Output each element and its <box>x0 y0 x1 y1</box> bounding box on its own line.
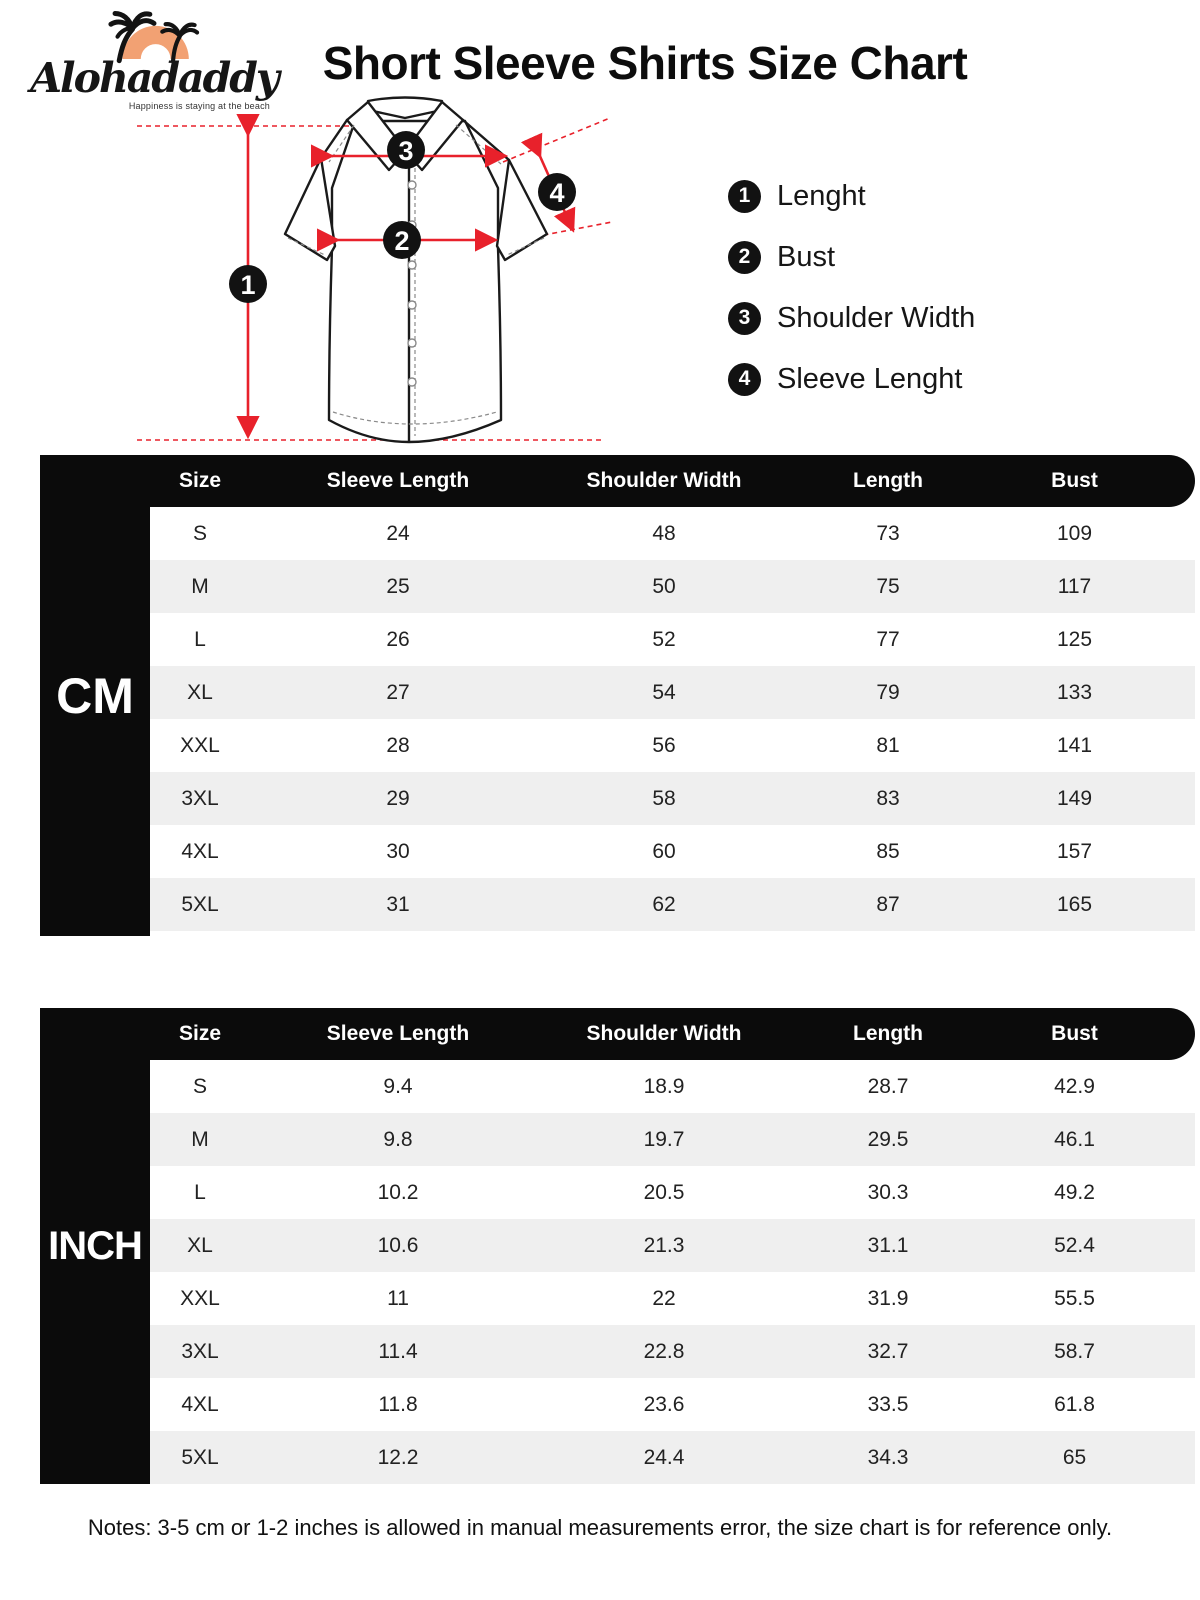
table-cell: L <box>194 1180 206 1204</box>
table-cell: 52.4 <box>1054 1233 1095 1257</box>
legend-number-badge: 4 <box>728 363 761 396</box>
table-cell: 20.5 <box>643 1180 685 1204</box>
table-row <box>150 1378 1195 1431</box>
table-cell: 24 <box>386 521 410 545</box>
legend-item-3 <box>728 300 975 336</box>
table-cell: S <box>192 521 207 545</box>
table-cell: 33.5 <box>867 1392 909 1416</box>
table-cell: 29.5 <box>867 1127 909 1151</box>
svg-text:3: 3 <box>398 136 414 166</box>
table-row <box>150 666 1195 719</box>
table-cell: 46.1 <box>1054 1127 1095 1151</box>
table-cell: 149 <box>1056 786 1093 810</box>
size-table-cm <box>40 455 1160 936</box>
legend-label: Bust <box>777 240 836 273</box>
table-row <box>150 878 1195 931</box>
table-row <box>150 719 1195 772</box>
table-cell: 58.7 <box>1054 1339 1095 1363</box>
table-row <box>150 1272 1195 1325</box>
table-cell: 22 <box>652 1286 676 1310</box>
legend-label: Sleeve Lenght <box>777 362 963 395</box>
table-cell: S <box>192 1074 207 1098</box>
table-cell: 3XL <box>181 1339 219 1363</box>
table-cell: 60 <box>652 839 676 863</box>
table-cell: 5XL <box>181 892 219 916</box>
table-cell: 141 <box>1056 733 1093 757</box>
table-cell: 48 <box>652 521 676 545</box>
table-cell: 34.3 <box>867 1445 909 1469</box>
table-cell: 56 <box>652 733 676 757</box>
table-cell: 79 <box>876 680 900 704</box>
table-cell: 9.8 <box>383 1127 413 1151</box>
table-cell: 73 <box>876 521 900 545</box>
table-row <box>150 560 1195 613</box>
table-cell: 85 <box>876 839 900 863</box>
table-cell: 25 <box>386 574 410 598</box>
diagram-marker-4 <box>538 173 576 211</box>
svg-text:1: 1 <box>240 270 256 300</box>
table-cell: 157 <box>1056 839 1093 863</box>
svg-text:2: 2 <box>394 226 410 256</box>
table-cell: 31 <box>386 892 410 916</box>
table-cell: 42.9 <box>1054 1074 1095 1098</box>
brand-name: Alohadaddy <box>30 54 278 102</box>
table-cell: 19.7 <box>643 1127 685 1151</box>
table-header-inch <box>150 1008 1195 1060</box>
measurement-legend <box>728 178 975 397</box>
column-header: Sleeve Length <box>326 1022 470 1045</box>
legend-item-4 <box>728 361 975 397</box>
table-cell: 125 <box>1056 627 1093 651</box>
table-cell: 11 <box>387 1286 409 1310</box>
table-cell: 52 <box>652 627 676 651</box>
table-cell: 10.2 <box>377 1180 419 1204</box>
table-cell: 26 <box>386 627 410 651</box>
table-cell: 9.4 <box>383 1074 413 1098</box>
column-header: Size <box>178 469 222 492</box>
table-body-inch <box>150 1060 1195 1484</box>
table-row <box>150 1166 1195 1219</box>
column-header: Bust <box>1051 469 1098 492</box>
legend-number-badge: 1 <box>728 180 761 213</box>
column-header: Shoulder Width <box>586 1022 742 1045</box>
brand-tagline: Happiness is staying at the beach <box>128 101 270 111</box>
table-cell: 11.8 <box>378 1392 418 1416</box>
notes-text: Notes: 3-5 cm or 1-2 inches is allowed in manual measurements error, the size chart is for reference only. <box>87 1515 1113 1540</box>
table-cell: 22.8 <box>643 1339 685 1363</box>
table-cell: 58 <box>652 786 676 810</box>
table-cell: 83 <box>876 786 900 810</box>
table-cell: M <box>191 1127 209 1151</box>
legend-label: Lenght <box>777 179 866 212</box>
table-cell: 50 <box>652 574 676 598</box>
table-row <box>150 1219 1195 1272</box>
table-cell: 77 <box>876 627 900 651</box>
page-title: Short Sleeve Shirts Size Chart <box>322 37 968 89</box>
table-cell: 31.1 <box>867 1233 909 1257</box>
size-table-inch <box>40 1008 1160 1484</box>
table-cell: 81 <box>876 733 900 757</box>
table-cell: 62 <box>652 892 676 916</box>
column-header: Size <box>178 1022 222 1045</box>
table-cell: 10.6 <box>377 1233 419 1257</box>
unit-label-cm: CM <box>40 455 150 936</box>
table-cell: 65 <box>1062 1445 1087 1469</box>
diagram-marker-2 <box>383 221 421 259</box>
column-header: Sleeve Length <box>326 469 470 492</box>
table-cell: 31.9 <box>867 1286 909 1310</box>
legend-number-badge: 2 <box>728 241 761 274</box>
table-row <box>150 1113 1195 1166</box>
table-row <box>150 613 1195 666</box>
table-cell: 21.3 <box>643 1233 685 1257</box>
table-cell: 5XL <box>181 1445 219 1469</box>
table-cell: L <box>194 627 206 651</box>
table-cell: 133 <box>1056 680 1093 704</box>
table-row <box>150 507 1195 560</box>
table-cell: 30.3 <box>867 1180 909 1204</box>
legend-label: Shoulder Width <box>777 301 976 334</box>
table-cell: XL <box>187 1233 213 1257</box>
table-cell: 30 <box>386 839 410 863</box>
table-cell: 87 <box>876 892 900 916</box>
table-row <box>150 1325 1195 1378</box>
table-cell: 49.2 <box>1054 1180 1095 1204</box>
legend-item-2 <box>728 239 975 275</box>
table-cell: XXL <box>180 733 220 757</box>
table-cell: 18.9 <box>643 1074 685 1098</box>
table-cell: 28 <box>386 733 410 757</box>
table-header-cm <box>150 455 1195 507</box>
table-cell: 23.6 <box>643 1392 685 1416</box>
table-cell: 28.7 <box>867 1074 909 1098</box>
table-cell: XXL <box>180 1286 220 1310</box>
table-cell: 117 <box>1057 574 1092 598</box>
table-row <box>150 1431 1195 1484</box>
legend-number-badge: 3 <box>728 302 761 335</box>
column-header: Length <box>853 1022 923 1045</box>
table-row <box>150 825 1195 878</box>
shirt-measurement-diagram <box>125 88 625 448</box>
legend-item-1 <box>728 178 975 214</box>
table-cell: 4XL <box>181 839 219 863</box>
table-cell: 54 <box>652 680 676 704</box>
table-cell: 109 <box>1056 521 1093 545</box>
table-cell: 27 <box>386 680 410 704</box>
diagram-marker-1 <box>229 265 267 303</box>
table-cell: 165 <box>1056 892 1093 916</box>
diagram-marker-3 <box>387 131 425 169</box>
table-cell: 4XL <box>181 1392 219 1416</box>
table-cell: 24.4 <box>643 1445 685 1469</box>
column-header: Bust <box>1051 1022 1098 1045</box>
table-row <box>150 772 1195 825</box>
column-header: Length <box>853 469 923 492</box>
unit-label-inch: INCH <box>40 1008 150 1484</box>
table-row <box>150 1060 1195 1113</box>
table-body-cm <box>150 507 1195 931</box>
table-cell: 55.5 <box>1054 1286 1095 1310</box>
table-cell: 32.7 <box>867 1339 909 1363</box>
table-cell: 61.8 <box>1054 1392 1095 1416</box>
table-cell: 75 <box>876 574 900 598</box>
table-cell: 11.4 <box>378 1339 418 1363</box>
svg-text:4: 4 <box>549 178 565 208</box>
table-cell: M <box>191 574 209 598</box>
table-cell: 3XL <box>181 786 219 810</box>
table-cell: XL <box>187 680 213 704</box>
table-cell: 12.2 <box>377 1445 419 1469</box>
column-header: Shoulder Width <box>586 469 742 492</box>
table-cell: 29 <box>386 786 410 810</box>
